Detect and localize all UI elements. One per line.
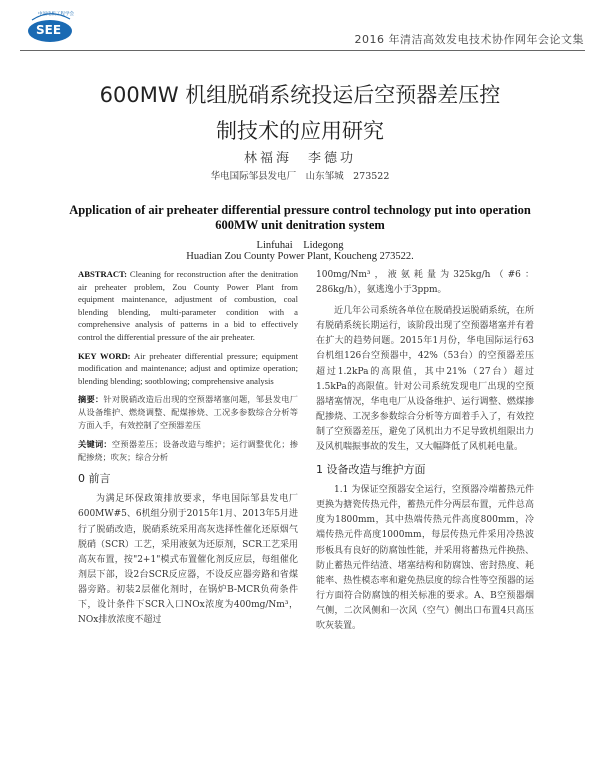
authors-en: Linfuhai Lidegong: [256, 240, 344, 251]
authors-cn: 林福海 李德功: [243, 151, 356, 166]
section-0-heading: 0 前言: [78, 472, 111, 486]
abstract-en-label: ABSTRACT:: [78, 269, 128, 279]
title-en: Application of air preheater differential pressure control technology put into operation 600MW unit denitration system: [69, 203, 531, 232]
keywords-en-label: KEY WORD:: [78, 350, 131, 361]
abstract-cn-label: 摘要：: [78, 394, 104, 405]
title-cn-line2: 制技术的应用研究: [216, 119, 384, 143]
keywords-cn: [78, 438, 298, 464]
right-paragraph-2: 近几年公司系统各单位在脱硝投运脱硝系统，在所有脱硝系统长期运行，该阶段出现了空预器堵塞并有着在扩大的趋势问题。2015年1月份，华电国际运行63台机组126台空预器中，42%（53台）的空预器差压超过1.2kPa的高限值，其中21%（27台）超过1.5kPa的高限值。针对公司系统发现电厂出现的空预器堵塞情况，华电电厂从设备维护、运行调整、燃煤掺配掺烧、工况多参数综合分析等方面着手入了，有效控制了空预器差压，避免了风机出力不足导致机组限出力及风机喘振事故的发生，又大幅降低了风机耗电量。: [316, 306, 534, 453]
logo-subtext: 中国电机工程学会: [38, 12, 74, 17]
abstract-cn-text: 针对脱硝改造后出现的空预器堵塞问题，邹县发电厂从设备维护、燃烧调整、配煤掺烧、工况多参数综合分析等方面入手，有效控制了空预器差压: [78, 394, 298, 431]
logo-text: SEE: [36, 23, 62, 37]
left-column: [78, 268, 298, 634]
keywords-en-text: Air preheater differential pressure; equipment modification and maintenance; adjust and optimize operation; blending blending; sootblowing; comprehensive analysis: [78, 350, 298, 386]
title-cn-line1: 600MW 机组脱硝系统投运后空预器差压控: [99, 83, 501, 107]
header-divider: [20, 50, 585, 51]
keywords-cn-label: 关键词：: [78, 439, 112, 450]
section-1-paragraph: 1.1 为保证空预器安全运行，空预器冷端蓄热元件更换为搪瓷传热元件，蓄热元件分两层布置，元件总高度为1800mm，其中热端传热元件高度800mm，冷端传热元件高度1000mm，每层传热元件采用冷热波形板具有良好的防腐蚀性能，并采用将蓄热元件换热、防止蓄热元件结渣、堵塞结构和防腐蚀、密封热度、耗能率、热性模态率和避免热层度的综合性等空预器的运行方面符合防腐蚀的相关标准的要求。A、B空预器烟气侧，二次风侧和一次风（空气）侧出口布置4只高压吹灰装置。: [316, 485, 534, 631]
abstract-en-text: Cleaning for reconstruction after the denitration air preheater problem, Zou County Power Plant from equipment maintenance, adjustment of combustion, coal blending blending, multi-parameter condition with a comprehensive analysis of patterns in a bid to effectively control the differential pressure of the air preheater.: [78, 269, 298, 342]
abstract-en: [78, 268, 298, 344]
right-continuation-paragraph: 100mg/Nm³，液氨耗量为325kg/h（#6：286kg/h），氨逃逸小于3ppm。: [316, 270, 534, 296]
abstract-cn: [78, 393, 298, 432]
keywords-en: [78, 350, 298, 388]
section-1-heading: 1 设备改造与维护方面: [316, 463, 426, 477]
see-logo: [26, 10, 90, 44]
right-column: [316, 268, 534, 640]
running-title: 2016 年清洁高效发电技术协作网年会论文集: [354, 33, 584, 46]
keywords-cn-text: 空预器差压；设备改造与维护；运行调整优化；掺配掺烧；吹灰；综合分析: [78, 439, 298, 463]
affiliation-en: Huadian Zou County Power Plant, Koucheng 273522.: [186, 251, 414, 262]
section-0-paragraph: 为满足环保政策排放要求，华电国际邹县发电厂600MW#5、6机组分别于2015年1月、2013年5月进行了脱硝改造，脱硝系统采用高灰选择性催化还原烟气脱硝（SCR）工艺，采用液氨为还原剂，SCR工艺采用高灰布置，按"2+1"模式布置催化剂反应层，每组催化剂层下部，设2台SCR反应器，不设反应器旁路和省煤器旁路。初装2层催化剂时，在锅炉B-MCR负荷条件下，设计条件下SCR入口NOx浓度为400mg/Nm³，NOx排放浓度不超过: [78, 494, 298, 626]
affiliation-cn: 华电国际邹县发电厂 山东邹城 273522: [210, 171, 390, 182]
